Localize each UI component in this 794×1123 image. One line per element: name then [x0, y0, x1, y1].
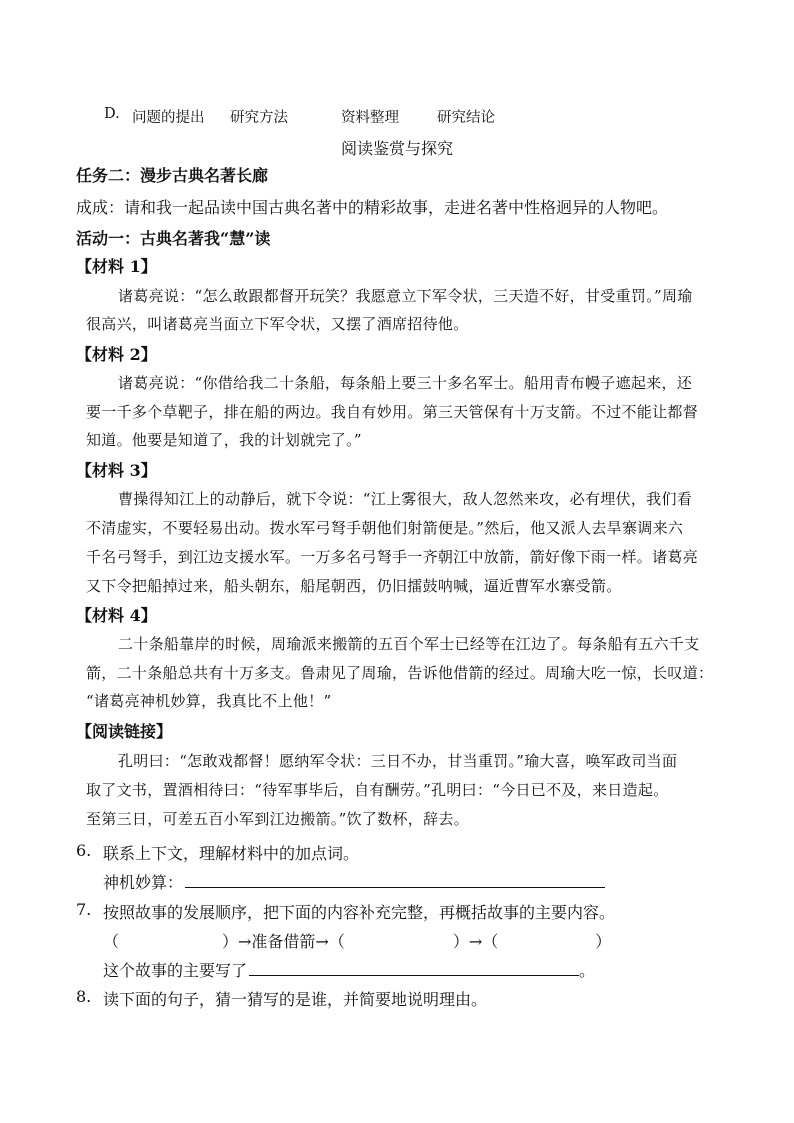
question-7-text: 按照故事的发展顺序，把下面的内容补充完整，再概括故事的主要内容。 [103, 903, 616, 922]
activity1-title: 活动一：古典名著我“慧”读 [76, 229, 271, 248]
paren-open-1: （ [103, 932, 120, 951]
material-2-heading: 【材料 2】 [76, 345, 157, 364]
material-2-line-1: 诸葛亮说：“你借给我二十条船，每条船上要三十多名军士。船用青布幔子遮起来，还 [118, 374, 693, 392]
question-8-text: 读下面的句子，猜一猜写的是谁，并简要地说明理由。 [103, 990, 488, 1009]
material-3-line-2: 不清虚实，不要轻易出动。拨水军弓弩手朝他们射箭便是。”然后，他又派人去旱寨调来六 [86, 519, 684, 537]
material-3-line-3: 千名弓弩手，到江边支援水军。一万多名弓弩手一齐朝江中放箭，箭好像下雨一样。诸葛亮 [86, 548, 699, 566]
material-2-line-2: 要一千多个草靶子，排在船的两边。我自有妙用。第三天管保有十万支箭。不过不能让都督 [86, 403, 699, 421]
option-d-row [104, 106, 120, 122]
sequence-mid: ）→准备借箭→（ [222, 932, 345, 951]
sequence-mid-2: ）→（ [452, 932, 499, 951]
question-8-number: 8. [76, 987, 92, 1006]
material-1-heading: 【材料 1】 [76, 257, 157, 276]
material-1-line-2: 很高兴，叫诸葛亮当面立下军令状，又摆了酒席招待他。 [86, 315, 469, 333]
option-d-item-1: 问题的提出 [132, 110, 205, 126]
material-2-line-3: 知道。他要是知道了，我的计划就完了。” [86, 431, 362, 449]
question-6-number: 6. [76, 841, 92, 860]
material-3-heading: 【材料 3】 [76, 461, 157, 480]
summary-prefix: 这个故事的主要写了 [103, 961, 248, 980]
material-4-line-2: 箭，二十条船总共有十万多支。鲁肃见了周瑜，告诉他借箭的经过。周瑜大吃一惊，长叹道： [86, 664, 714, 682]
question-7-number: 7. [76, 900, 92, 919]
reading-link-heading: 【阅读链接】 [76, 722, 173, 741]
task2-intro: 成成：请和我一起品读中国古典名著中的精彩故事，走进名著中性格迥异的人物吧。 [76, 198, 669, 217]
option-d-item-2: 研究方法 [230, 110, 288, 126]
material-4-line-3: “诸葛亮神机妙算，我真比不上他！” [86, 692, 332, 710]
answer-blank-q7[interactable] [249, 974, 579, 976]
question-6-term-row [103, 870, 605, 893]
material-4-heading: 【材料 4】 [76, 606, 157, 625]
question-6-text: 联系上下文，理解材料中的加点词。 [103, 844, 360, 863]
summary-suffix: 。 [579, 961, 596, 980]
reading-link-line-2: 取了文书，置酒相待曰：“待军事毕后，自有酬劳。”孔明曰：“今日已不及，来日造起。 [86, 781, 669, 799]
question-6-term: 神机妙算： [103, 873, 184, 892]
material-3-line-1: 曹操得知江上的动静后，就下令说：“江上雾很大，敌人忽然来攻，必有埋伏，我们看 [118, 490, 693, 508]
material-1-line-1: 诸葛亮说：“怎么敢跟都督开玩笑？我愿意立下军令状，三天造不好，甘受重罚。”周瑜 [118, 287, 693, 305]
material-4-line-1: 二十条船靠岸的时候，周瑜派来搬箭的五百个军士已经等在江边了。每条船有五六千支 [118, 635, 700, 653]
question-7-sequence-row [103, 929, 611, 952]
paren-close-3: ） [595, 932, 612, 951]
section-title: 阅读鉴赏与探究 [341, 139, 454, 158]
task2-title: 任务二：漫步古典名著长廊 [76, 166, 269, 185]
option-d-item-3: 资料整理 [341, 110, 399, 126]
option-d-label: D. [104, 106, 120, 122]
reading-link-line-1: 孔明曰：“怎敢戏都督！愿纳军令状：三日不办，甘当重罚。”瑜大喜，唤军政司当面 [118, 752, 678, 770]
answer-blank-q6[interactable] [185, 886, 605, 888]
option-d-item-4: 研究结论 [437, 110, 495, 126]
question-7-summary-row [103, 958, 595, 981]
reading-link-line-3: 至第三日，可差五百小军到江边搬箭。”饮了数杯，辞去。 [86, 810, 469, 828]
material-3-line-4: 又下令把船掉过来，船头朝东，船尾朝西，仍旧擂鼓呐喊，逼近曹军水寨受箭。 [86, 577, 622, 595]
